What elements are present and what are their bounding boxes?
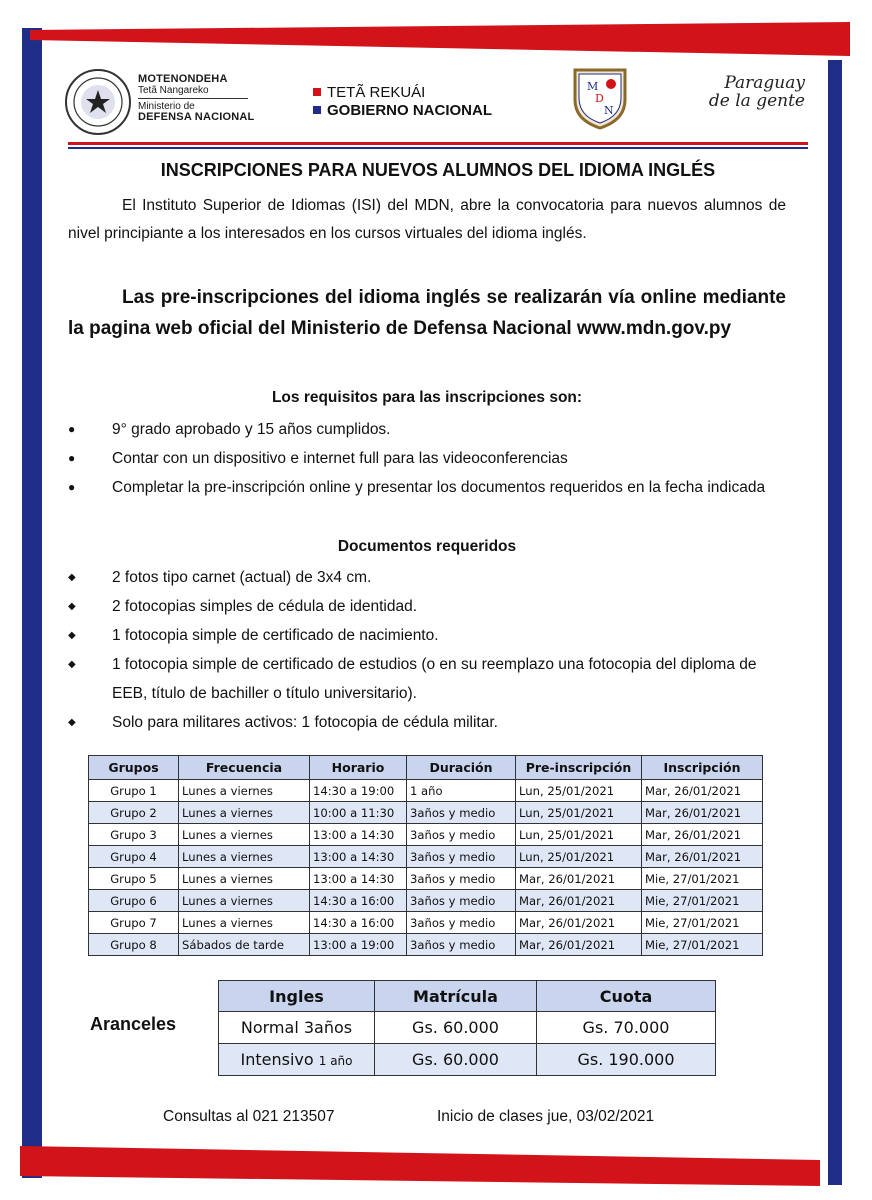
- table-row: [89, 890, 763, 912]
- table-cell: Gs. 60.000: [375, 1012, 537, 1044]
- ministry-name: [138, 74, 254, 123]
- table-row: [219, 1044, 716, 1076]
- table-row: [89, 824, 763, 846]
- table-row: [89, 802, 763, 824]
- table-cell: Mar, 26/01/2021: [642, 824, 763, 846]
- table-cell: Mar, 26/01/2021: [516, 934, 642, 956]
- list-item: ◆ 1 fotocopia simple de certificado de estudios (o en su reemplazo una fotocopia del diploma de EEB, título de bachiller o título universitario).: [68, 650, 786, 708]
- table-cell: 10:00 a 11:30: [310, 802, 407, 824]
- bottom-red-stripe: [20, 1146, 820, 1186]
- gov-line-2: GOBIERNO NACIONAL: [327, 102, 492, 119]
- table-cell: Gs. 190.000: [537, 1044, 716, 1076]
- list-item: ● Contar con un dispositivo e internet full para las videoconferencias: [68, 444, 786, 473]
- table-cell: Grupo 7: [89, 912, 179, 934]
- table-cell: Lunes a viernes: [179, 780, 310, 802]
- document-title: INSCRIPCIONES PARA NUEVOS ALUMNOS DEL IDIOMA INGLÉS: [160, 160, 716, 180]
- table-cell: Grupo 8: [89, 934, 179, 956]
- table-cell: 13:00 a 14:30: [310, 868, 407, 890]
- blue-square-icon: [313, 106, 321, 114]
- table-cell: Lunes a viernes: [179, 846, 310, 868]
- table-cell: Mar, 26/01/2021: [642, 846, 763, 868]
- bullet-icon: ●: [68, 422, 76, 436]
- right-blue-bar: [828, 60, 842, 1185]
- table-cell: Mar, 26/01/2021: [642, 780, 763, 802]
- table-header-row: [89, 756, 763, 780]
- table-cell: Sábados de tarde: [179, 934, 310, 956]
- table-cell: Grupo 4: [89, 846, 179, 868]
- table-cell: Mie, 27/01/2021: [642, 934, 763, 956]
- table-row: [89, 912, 763, 934]
- requirements-list: [68, 415, 786, 502]
- table-cell: Grupo 1: [89, 780, 179, 802]
- slogan-line-2: de la gente: [708, 91, 805, 111]
- diamond-bullet-icon: ◆: [68, 572, 76, 583]
- table-cell: 3años y medio: [407, 890, 516, 912]
- table-cell: Grupo 6: [89, 890, 179, 912]
- table-cell: Lun, 25/01/2021: [516, 824, 642, 846]
- header: [60, 62, 810, 142]
- list-item: ● 9° grado aprobado y 15 años cumplidos.: [68, 415, 786, 444]
- table-cell: Mar, 26/01/2021: [642, 802, 763, 824]
- list-item: ◆ 1 fotocopia simple de certificado de nacimiento.: [68, 621, 786, 650]
- table-cell: 13:00 a 14:30: [310, 846, 407, 868]
- table-cell: Lunes a viernes: [179, 912, 310, 934]
- column-header: Grupos: [89, 756, 179, 780]
- table-row: [89, 934, 763, 956]
- column-header: Inscripción: [642, 756, 763, 780]
- government-logo: [313, 84, 492, 120]
- ministry-line-3: Ministerio de: [138, 101, 195, 112]
- slogan: [700, 74, 805, 110]
- column-header: Pre-inscripción: [516, 756, 642, 780]
- gov-line-1: TETÃ REKUÁI: [327, 84, 426, 101]
- slogan-line-1: Paraguay: [724, 73, 805, 93]
- column-header: Frecuencia: [179, 756, 310, 780]
- table-cell: 3años y medio: [407, 934, 516, 956]
- intro-paragraph: [68, 192, 786, 248]
- list-item: ● Completar la pre-inscripción online y presentar los documentos requeridos en la fecha indicada: [68, 473, 786, 502]
- diamond-bullet-icon: ◆: [68, 601, 76, 612]
- red-square-icon: [313, 88, 321, 96]
- list-item: ◆ Solo para militares activos: 1 fotocopia de cédula militar.: [68, 708, 786, 737]
- diamond-bullet-icon: ◆: [68, 659, 76, 670]
- table-cell: Mar, 26/01/2021: [516, 912, 642, 934]
- highlight-text: Las pre-inscripciones del idioma inglés se realizarán vía online mediante la pagina web oficial del Ministerio de Defensa Nacional www.mdn.gov.py: [68, 287, 786, 339]
- table-cell: Gs. 70.000: [537, 1012, 716, 1044]
- table-cell: Lunes a viernes: [179, 890, 310, 912]
- list-item: ◆ 2 fotos tipo carnet (actual) de 3x4 cm.: [68, 563, 786, 592]
- table-cell: 13:00 a 14:30: [310, 824, 407, 846]
- svg-text:N: N: [604, 104, 614, 117]
- table-cell: Grupo 2: [89, 802, 179, 824]
- table-cell: 14:30 a 19:00: [310, 780, 407, 802]
- list-item: ◆ 2 fotocopias simples de cédula de identidad.: [68, 592, 786, 621]
- table-cell: 14:30 a 16:00: [310, 912, 407, 934]
- table-cell: Lunes a viernes: [179, 802, 310, 824]
- table-cell: 3años y medio: [407, 868, 516, 890]
- table-cell: 3años y medio: [407, 846, 516, 868]
- ministry-line-2: Tetã Nangareko: [138, 85, 209, 96]
- bullet-icon: ●: [68, 451, 76, 465]
- intro-text: El Instituto Superior de Idiomas (ISI) del MDN, abre la convocatoria para nuevos alumnos de nivel principiante a los interesados en los cursos virtuales del idioma inglés.: [68, 197, 786, 242]
- column-header: Horario: [310, 756, 407, 780]
- header-divider-blue: [68, 147, 808, 149]
- svg-text:M: M: [587, 80, 599, 93]
- table-cell: Mie, 27/01/2021: [642, 912, 763, 934]
- groups-table: [88, 755, 763, 956]
- documents-heading: Documentos requeridos: [337, 538, 517, 555]
- national-seal-logo: [64, 68, 132, 136]
- column-header: Matrícula: [375, 981, 537, 1012]
- table-cell: Intensivo 1 año: [219, 1044, 375, 1076]
- diamond-bullet-icon: ◆: [68, 630, 76, 641]
- table-row: [89, 780, 763, 802]
- documents-list: [68, 563, 786, 737]
- table-cell: Grupo 3: [89, 824, 179, 846]
- table-cell: Gs. 60.000: [375, 1044, 537, 1076]
- table-cell: Lun, 25/01/2021: [516, 846, 642, 868]
- column-header: Cuota: [537, 981, 716, 1012]
- table-cell: Mie, 27/01/2021: [642, 868, 763, 890]
- table-cell: 3años y medio: [407, 802, 516, 824]
- table-cell: Lunes a viernes: [179, 824, 310, 846]
- table-cell: 13:00 a 19:00: [310, 934, 407, 956]
- svg-text:D: D: [595, 92, 604, 105]
- table-row: [219, 1012, 716, 1044]
- left-blue-bar: [22, 28, 42, 1178]
- table-cell: Lunes a viernes: [179, 868, 310, 890]
- mdn-emblem-logo: [565, 62, 635, 132]
- table-row: [89, 868, 763, 890]
- bullet-icon: ●: [68, 480, 76, 494]
- table-cell: Lun, 25/01/2021: [516, 780, 642, 802]
- table-cell: 14:30 a 16:00: [310, 890, 407, 912]
- table-cell: Grupo 5: [89, 868, 179, 890]
- table-cell: 3años y medio: [407, 824, 516, 846]
- table-cell: Lun, 25/01/2021: [516, 802, 642, 824]
- table-row: [89, 846, 763, 868]
- column-header: Duración: [407, 756, 516, 780]
- table-cell: 1 año: [407, 780, 516, 802]
- class-start-info: Inicio de clases jue, 03/02/2021: [437, 1108, 655, 1125]
- column-header: Ingles: [219, 981, 375, 1012]
- table-cell: Mar, 26/01/2021: [516, 890, 642, 912]
- table-header-row: [219, 981, 716, 1012]
- top-red-stripe: [30, 22, 850, 56]
- fees-table: [218, 980, 716, 1076]
- table-cell: 3años y medio: [407, 912, 516, 934]
- table-cell: Mie, 27/01/2021: [642, 890, 763, 912]
- table-cell: Mar, 26/01/2021: [516, 868, 642, 890]
- fees-label: Aranceles: [90, 1014, 177, 1034]
- contact-info: Consultas al 021 213507: [163, 1108, 335, 1125]
- diamond-bullet-icon: ◆: [68, 717, 76, 728]
- ministry-line-4: DEFENSA NACIONAL: [138, 111, 255, 123]
- table-cell: Normal 3años: [219, 1012, 375, 1044]
- highlight-paragraph: [68, 282, 786, 344]
- requirements-heading: Los requisitos para las inscripciones son:: [271, 389, 583, 406]
- ministry-line-1: MOTENONDEHA: [138, 73, 228, 85]
- header-divider-red: [68, 142, 808, 145]
